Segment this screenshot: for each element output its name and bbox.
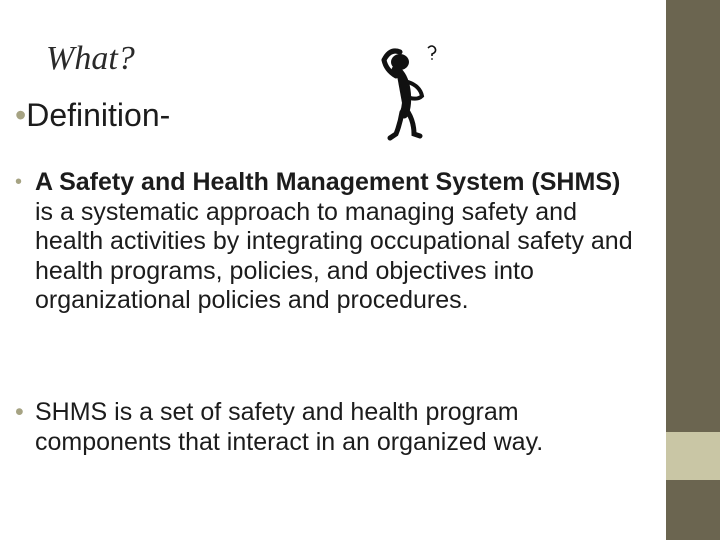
shms-bold-term: A Safety and Health Management System (SHMS) xyxy=(35,168,621,196)
shms-definition-text: is a systematic approach to managing safety and health activities by integrating occupational safety and health programs, policies, and objectives into organizational policies and procedures. xyxy=(35,197,633,314)
bullet-paragraph-2 xyxy=(15,398,635,457)
definition-label: Definition- xyxy=(26,97,171,133)
definition-heading xyxy=(15,97,170,134)
bullet-icon: • xyxy=(15,171,23,193)
thinking-stick-figure-icon xyxy=(370,42,450,142)
bullet-icon: • xyxy=(15,398,24,426)
bullet-paragraph-1 xyxy=(15,168,635,316)
slide-title: What? xyxy=(46,40,135,77)
shms-components-text: SHMS is a set of safety and health program components that interact in an organized way. xyxy=(35,398,544,456)
bullet-icon: • xyxy=(15,97,27,133)
right-band-accent xyxy=(666,432,720,480)
